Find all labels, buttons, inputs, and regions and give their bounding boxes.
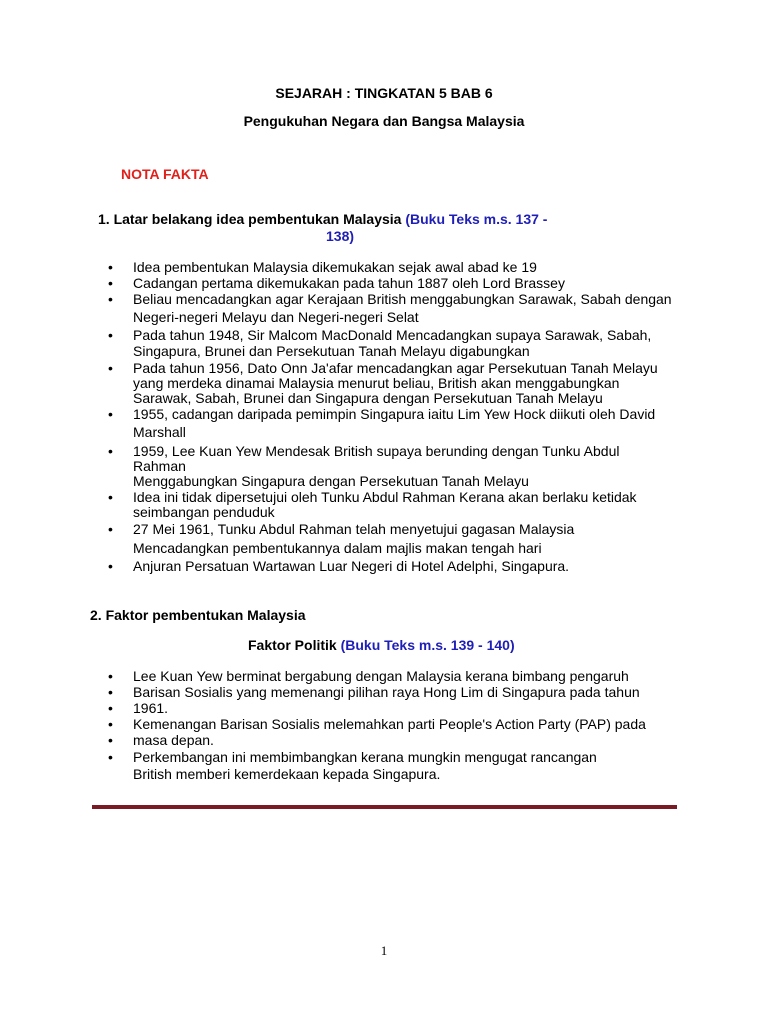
bullet-icon: •: [108, 558, 113, 574]
faktor-politik-label: Faktor Politik: [248, 637, 337, 653]
list-item-cont: British memberi kemerdekaan kepada Singapura.: [133, 766, 441, 782]
section2-subheading: [248, 637, 515, 653]
section1-reference: (Buku Teks m.s. 137 -: [405, 211, 548, 227]
list-item: masa depan.: [133, 732, 214, 748]
list-item-cont: Singapura, Brunei dan Persekutuan Tanah Melayu digabungkan: [133, 343, 530, 359]
list-item-cont: seimbangan penduduk: [133, 504, 275, 520]
bullet-icon: •: [108, 489, 113, 505]
bullet-icon: •: [108, 700, 113, 716]
bullet-icon: •: [108, 275, 113, 291]
list-item: Cadangan pertama dikemukakan pada tahun 1887 oleh Lord Brassey: [133, 275, 565, 291]
list-item: Lee Kuan Yew berminat bergabung dengan Malaysia kerana bimbang pengaruh: [133, 668, 629, 684]
bullet-icon: •: [108, 327, 113, 343]
list-item: Barisan Sosialis yang memenangi pilihan raya Hong Lim di Singapura pada tahun: [133, 684, 640, 700]
bullet-icon: •: [108, 684, 113, 700]
list-item-cont: Menggabungkan Singapura dengan Persekutuan Tanah Melayu: [133, 473, 529, 489]
list-item: Idea ini tidak dipersetujui oleh Tunku Abdul Rahman Kerana akan berlaku ketidak: [133, 489, 637, 505]
section-divider: [92, 805, 677, 809]
section2-heading: 2. Faktor pembentukan Malaysia: [90, 607, 306, 623]
bullet-icon: •: [108, 521, 113, 537]
bullet-icon: •: [108, 291, 113, 307]
page-number: 1: [380, 943, 388, 958]
bullet-icon: •: [108, 360, 113, 376]
list-item: Pada tahun 1948, Sir Malcom MacDonald Mencadangkan supaya Sarawak, Sabah,: [133, 327, 652, 343]
section1-reference-cont: 138): [326, 228, 355, 244]
section2-reference: (Buku Teks m.s. 139 - 140): [340, 637, 515, 653]
list-item: 27 Mei 1961, Tunku Abdul Rahman telah menyetujui gagasan Malaysia: [133, 521, 575, 537]
list-item: Idea pembentukan Malaysia dikemukakan sejak awal abad ke 19: [133, 259, 537, 275]
list-item: 1959, Lee Kuan Yew Mendesak British supaya berunding dengan Tunku Abdul: [133, 443, 620, 459]
list-item: Pada tahun 1956, Dato Onn Ja'afar mencadangkan agar Persekutuan Tanah Melayu: [133, 360, 658, 376]
bullet-icon: •: [108, 443, 113, 459]
list-item-cont: Sarawak, Sabah, Brunei dan Singapura dengan Persekutuan Tanah Melayu: [133, 390, 603, 406]
bullet-icon: •: [108, 749, 113, 765]
list-item: Kemenangan Barisan Sosialis melemahkan parti People's Action Party (PAP) pada: [133, 716, 646, 732]
section1-heading-text: 1. Latar belakang idea pembentukan Malaysia: [98, 211, 402, 227]
list-item-cont: Rahman: [133, 458, 186, 474]
list-item-cont: yang merdeka dinamai Malaysia menurut beliau, British akan menggabungkan: [133, 375, 620, 391]
document-subtitle: Pengukuhan Negara dan Bangsa Malaysia: [243, 113, 525, 129]
list-item: Beliau mencadangkan agar Kerajaan British menggabungkan Sarawak, Sabah dengan: [133, 291, 672, 307]
bullet-icon: •: [108, 668, 113, 684]
bullet-icon: •: [108, 406, 113, 422]
list-item: 1961.: [133, 700, 169, 716]
list-item: Perkembangan ini membimbangkan kerana mungkin mengugat rancangan: [133, 749, 597, 765]
list-item-cont: Marshall: [133, 424, 186, 440]
bullet-icon: •: [108, 732, 113, 748]
list-item-cont: Mencadangkan pembentukannya dalam majlis makan tengah hari: [133, 540, 542, 556]
nota-fakta-heading: NOTA FAKTA: [121, 166, 209, 182]
document-title: SEJARAH : TINGKATAN 5 BAB 6: [275, 85, 493, 101]
list-item: Anjuran Persatuan Wartawan Luar Negeri di Hotel Adelphi, Singapura.: [133, 558, 570, 574]
list-item: 1955, cadangan daripada pemimpin Singapura iaitu Lim Yew Hock diikuti oleh David: [133, 406, 656, 422]
list-item-cont: Negeri-negeri Melayu dan Negeri-negeri Selat: [133, 309, 419, 325]
bullet-icon: •: [108, 716, 113, 732]
bullet-icon: •: [108, 259, 113, 275]
section1-heading: [98, 211, 547, 227]
